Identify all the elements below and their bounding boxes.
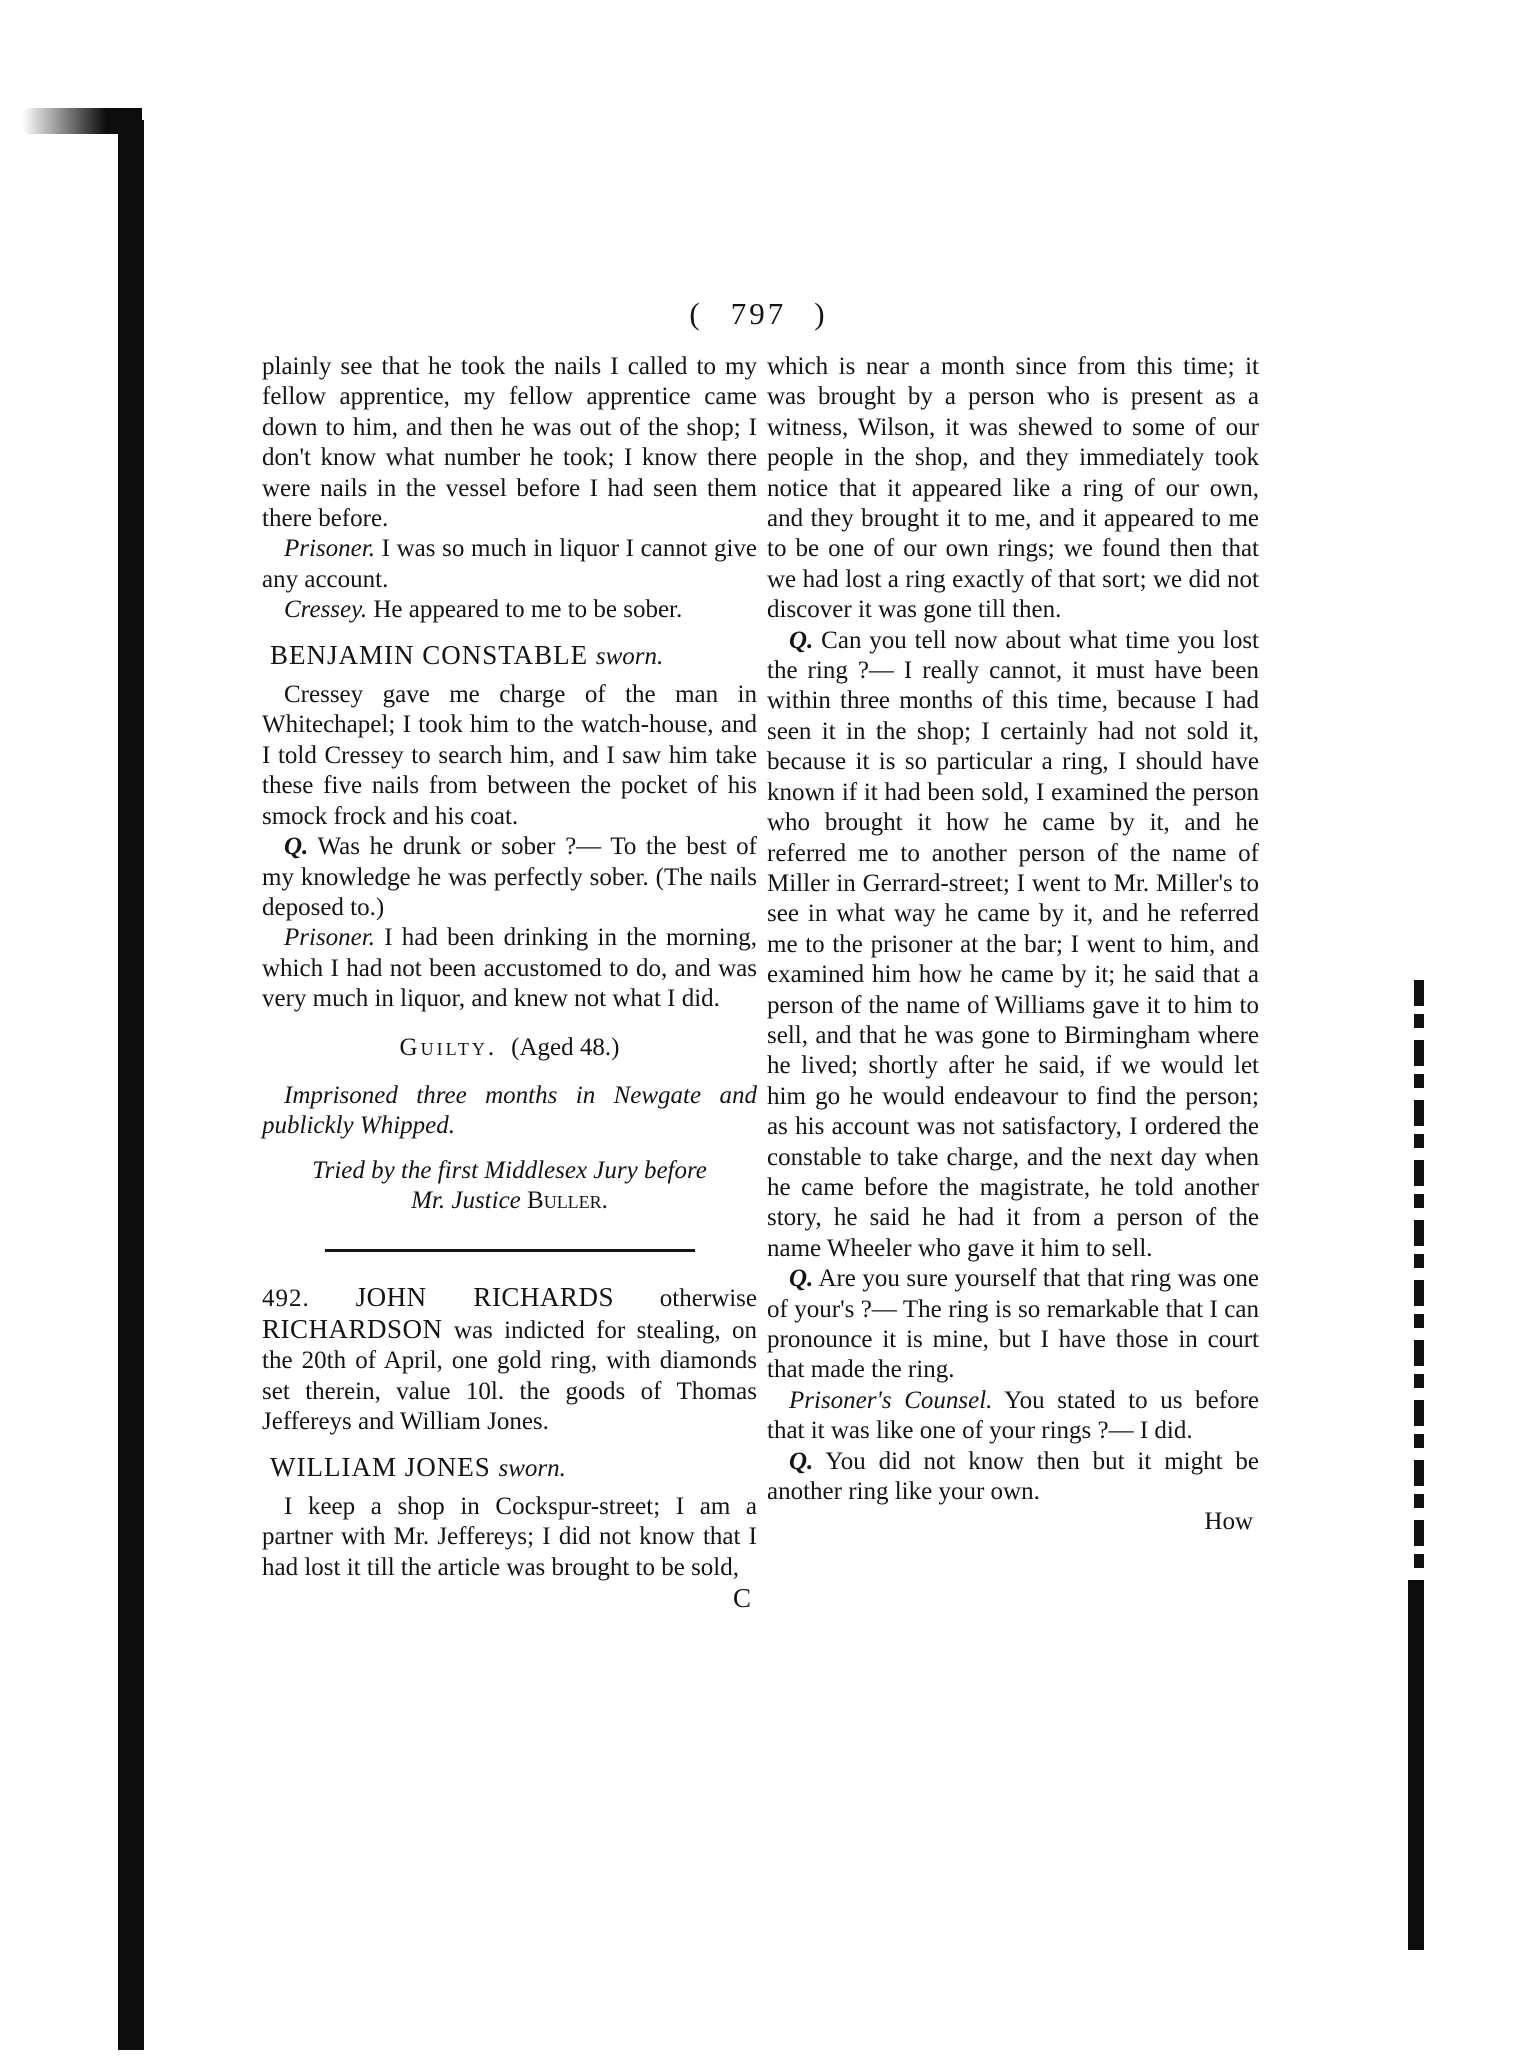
paragraph: Q. Can you tell now about what time you lost the ring ?— I really cannot, it must have been within three months of this time, because I had seen it in the shop; I certainly had not sold it, because it is so particular a ring, I should have known if it had been sold, I examined the person who brought it how he came by it, and he referred me to another person of the name of Miller in Gerrard-street; I went to Mr. Miller's to see in what way he came by it, and he referred me to the prisoner at the bar; I went to him, and examined him how he came by it; he said that a person of the name of Williams gave it to him to sell, and that he was gone to Birmingham where he lived; shortly after he said, if we would let him go he would endeavour to find the person; as his account was not satisfactory, I ordered the constable to take charge, and the next day when he came before the magistrate, he told another story, he said he had it from a person of the name Wheeler who gave it him to sell. [767, 626, 1259, 1262]
paragraph: Q. Was he drunk or sober ?— To the best of my knowledge he was perfectly sober. (The nails deposed to.) [262, 833, 757, 921]
paragraph: Q. Are you sure yourself that that ring was one of your's ?— The ring is so remarkable that I can pronounce it is mine, but I have those in court that made the ring. [767, 1265, 1259, 1384]
paragraph: Prisoner. I had been drinking in the morning, which I had not been accustomed to do, and was very much in liquor, and knew not what I did. [262, 924, 757, 1013]
left-column [262, 352, 757, 1614]
binding-edge [118, 120, 144, 2050]
question-mark-q: Q. [789, 1447, 814, 1475]
witness-heading: WILLIAM JONES sworn. [270, 1451, 566, 1482]
question-mark-q: Q. [789, 626, 814, 654]
speaker: Prisoner's Counsel. [789, 1386, 993, 1414]
page-number: ( 797 ) [689, 296, 828, 331]
paragraph: Prisoner's Counsel. You stated to us before that it was like one of your rings ?— I did. [767, 1386, 1259, 1445]
speaker: Prisoner. [284, 924, 375, 952]
paragraph: plainly see that he took the nails I called to my fellow apprentice, my fellow apprentice came down to him, and then he was out of the shop; I don't know what number he took; I know there were nails in the vessel before I had seen them there before. [262, 353, 757, 533]
witness-heading: BENJAMIN CONSTABLE sworn. [270, 639, 664, 670]
signature-mark: C [732, 1583, 751, 1614]
page-number-value: 797 [730, 296, 787, 331]
paragraph: Prisoner. I was so much in liquor I cannot give any account. [262, 535, 757, 593]
paragraph: Cressey. He appeared to me to be sober. [284, 596, 683, 624]
verdict: Guilty. (Aged 48.) [399, 1033, 620, 1061]
question-mark-q: Q. [284, 833, 309, 861]
case-opening: 492. JOHN RICHARDS otherwise RICHARDSON was indicted for stealing, on the 20th of April, one gold ring, with diamonds set therein, value 10l. the goods of Thomas Jeffereys and William Jones. [262, 1281, 757, 1436]
right-column [767, 352, 1259, 1538]
tried-by-judge: Mr. Justice Buller. [411, 1187, 608, 1215]
question-mark-q: Q. [789, 1265, 814, 1293]
section-rule [325, 1249, 695, 1252]
tried-by: Tried by the first Middlesex Jury before [312, 1156, 707, 1184]
speaker: Prisoner. [284, 535, 375, 563]
page-edge-right-dark [1408, 1580, 1424, 1950]
paragraph: I keep a shop in Cockspur-street; I am a partner with Mr. Jeffereys; I did not know that I had lost it till the article was brought to be sold, [262, 1493, 757, 1581]
sentence: Imprisoned three months in Newgate and publickly Whipped. [262, 1081, 757, 1140]
paragraph: Q. You did not know then but it might be another ring like your own. [767, 1447, 1259, 1506]
paragraph: which is near a month since from this time; it was brought by a person who is present as a witness, Wilson, it was shewed to some of our people in the shop, and they immediately took notice that it appeared like a ring of our own, and they brought it to me, and it appeared to me to be one of our own rings; we found then that we had lost a ring exactly of that sort; we did not discover it was gone till then. [767, 353, 1259, 624]
paragraph: Cressey gave me charge of the man in Whitechapel; I took him to the watch-house, and I told Cressey to search him, and I saw him take these five nails from between the pocket of his smock frock and his coat. [262, 681, 757, 830]
speaker: Cressey. [284, 596, 368, 624]
catchword: How [1204, 1508, 1253, 1536]
